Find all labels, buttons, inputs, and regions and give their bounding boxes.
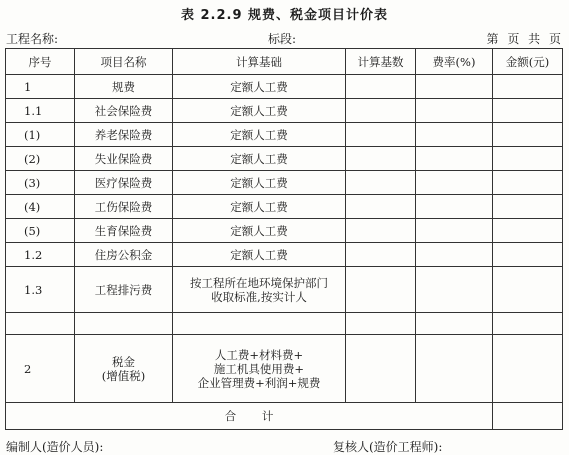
col-base-amount-header: 计算基数 xyxy=(346,49,416,75)
base-amount-cell xyxy=(346,99,416,123)
calc-basis-line: 企业管理费+利润+规费 xyxy=(197,375,321,390)
table-row xyxy=(6,99,563,123)
item-name-cell: 规费 xyxy=(75,75,173,99)
table-row xyxy=(6,219,563,243)
rate-cell xyxy=(416,171,493,195)
calc-basis-line: 人工费+材料费+ xyxy=(214,347,304,362)
calc-basis-cell xyxy=(173,147,346,171)
calc-basis-line: 收取标准,按实计人 xyxy=(211,289,307,304)
seq-cell: 1.2 xyxy=(6,243,75,267)
rate-cell xyxy=(416,335,493,403)
amount-cell xyxy=(493,313,563,335)
col-amount-header: 金额(元) xyxy=(493,49,563,75)
table-row xyxy=(6,313,563,335)
amount-cell xyxy=(493,243,563,267)
calc-basis-line: 定额人工费 xyxy=(230,103,288,118)
table-row xyxy=(6,267,563,313)
rate-cell xyxy=(416,123,493,147)
pricing-table xyxy=(5,48,563,430)
base-amount-cell xyxy=(346,195,416,219)
amount-cell xyxy=(493,171,563,195)
seq-cell: 1.3 xyxy=(6,267,75,313)
total-label: 合 计 xyxy=(6,403,493,430)
calc-basis-cell xyxy=(173,171,346,195)
rate-cell xyxy=(416,267,493,313)
table-row xyxy=(6,147,563,171)
calc-basis-line: 定额人工费 xyxy=(230,175,288,190)
rate-cell xyxy=(416,147,493,171)
seq-cell: (3) xyxy=(6,171,75,195)
item-name-cell: 医疗保险费 xyxy=(75,171,173,195)
base-amount-cell xyxy=(346,335,416,403)
amount-cell xyxy=(493,147,563,171)
item-name-cell: 社会保险费 xyxy=(75,99,173,123)
table-row xyxy=(6,123,563,147)
table-row xyxy=(6,243,563,267)
table-row xyxy=(6,335,563,403)
rate-cell xyxy=(416,313,493,335)
amount-cell xyxy=(493,75,563,99)
seq-cell: (4) xyxy=(6,195,75,219)
base-amount-cell xyxy=(346,171,416,195)
base-amount-cell xyxy=(346,313,416,335)
base-amount-cell xyxy=(346,147,416,171)
table-title: 表 2.2.9 规费、税金项目计价表 xyxy=(180,8,389,23)
col-seq-header: 序号 xyxy=(6,49,75,75)
col-name-header: 项目名称 xyxy=(75,49,173,75)
calc-basis-cell xyxy=(173,267,346,313)
calc-basis-cell xyxy=(173,99,346,123)
calc-basis-cell xyxy=(173,313,346,335)
item-name-cell: 生育保险费 xyxy=(75,219,173,243)
item-name-line: (增值税) xyxy=(101,368,146,383)
base-amount-cell xyxy=(346,123,416,147)
amount-cell xyxy=(493,123,563,147)
item-name-cell: 工程排污费 xyxy=(75,267,173,313)
seq-cell xyxy=(6,313,75,335)
section-label: 标段: xyxy=(268,32,297,46)
amount-cell xyxy=(493,335,563,403)
amount-cell xyxy=(493,219,563,243)
item-name-cell: 工伤保险费 xyxy=(75,195,173,219)
calc-basis-line: 施工机具使用费+ xyxy=(213,361,305,376)
calc-basis-line: 定额人工费 xyxy=(230,79,288,94)
calc-basis-cell xyxy=(173,75,346,99)
col-rate-header: 费率(%) xyxy=(416,49,493,75)
seq-cell: (1) xyxy=(6,123,75,147)
prepared-by-label: 编制人(造价人员): xyxy=(6,440,104,454)
table-body xyxy=(6,75,563,403)
seq-cell: (5) xyxy=(6,219,75,243)
item-name-cell: 养老保险费 xyxy=(75,123,173,147)
table-row xyxy=(6,195,563,219)
item-name-cell: 住房公积金 xyxy=(75,243,173,267)
rate-cell xyxy=(416,99,493,123)
item-name-cell: 失业保险费 xyxy=(75,147,173,171)
amount-cell xyxy=(493,195,563,219)
calc-basis-line: 定额人工费 xyxy=(230,223,288,238)
col-basis-header: 计算基础 xyxy=(173,49,346,75)
seq-cell: 1.1 xyxy=(6,99,75,123)
page-number-label: 第 页 共 页 xyxy=(486,32,561,46)
base-amount-cell xyxy=(346,243,416,267)
base-amount-cell xyxy=(346,75,416,99)
rate-cell xyxy=(416,195,493,219)
amount-cell xyxy=(493,267,563,313)
table-row xyxy=(6,171,563,195)
seq-cell: (2) xyxy=(6,147,75,171)
project-name-label: 工程名称: xyxy=(6,32,59,46)
item-name-line: 税金 xyxy=(112,354,135,369)
amount-cell xyxy=(493,99,563,123)
rate-cell xyxy=(416,219,493,243)
rate-cell xyxy=(416,243,493,267)
header-row xyxy=(6,49,563,75)
reviewed-by-label: 复核人(造价工程师): xyxy=(333,440,443,454)
item-name-cell xyxy=(75,313,173,335)
total-amount-cell xyxy=(493,403,563,430)
seq-cell: 2 xyxy=(6,335,75,403)
seq-cell: 1 xyxy=(6,75,75,99)
calc-basis-line: 按工程所在地环境保护部门 xyxy=(190,275,328,290)
calc-basis-line: 定额人工费 xyxy=(230,247,288,262)
calc-basis-cell xyxy=(173,195,346,219)
calc-basis-cell xyxy=(173,123,346,147)
base-amount-cell xyxy=(346,219,416,243)
rate-cell xyxy=(416,75,493,99)
calc-basis-cell xyxy=(173,335,346,403)
calc-basis-line: 定额人工费 xyxy=(230,127,288,142)
calc-basis-cell xyxy=(173,219,346,243)
calc-basis-line: 定额人工费 xyxy=(230,199,288,214)
calc-basis-line: 定额人工费 xyxy=(230,151,288,166)
base-amount-cell xyxy=(346,267,416,313)
total-row xyxy=(6,403,563,430)
calc-basis-cell xyxy=(173,243,346,267)
table-row xyxy=(6,75,563,99)
item-name-cell xyxy=(75,335,173,403)
